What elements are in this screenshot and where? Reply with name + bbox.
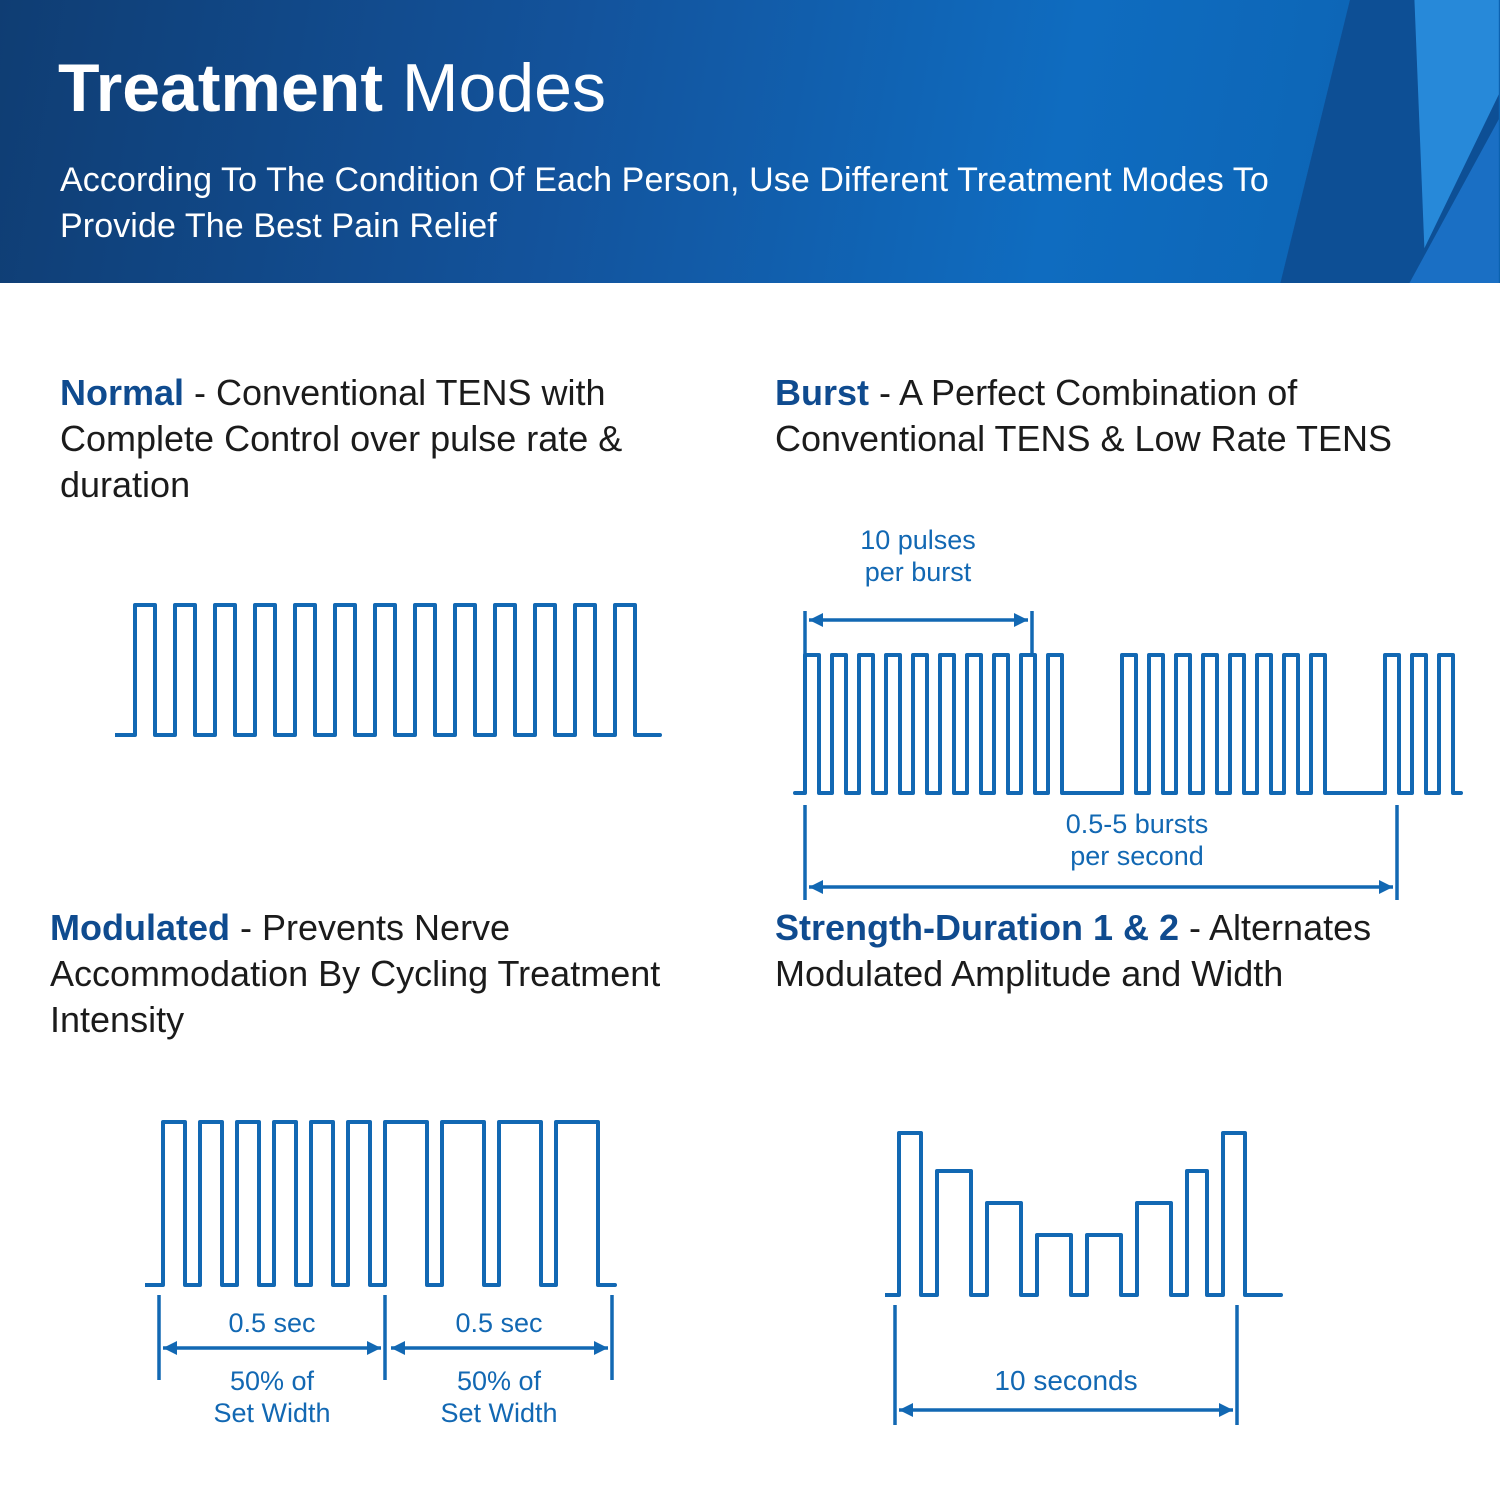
mode-strength-duration-description: - Alternates Modulated Amplitude and Width [775,907,1372,995]
mode-burst-title: Burst [775,372,870,413]
waveform-modulated [145,1110,665,1450]
page-title-bold: Treatment [58,50,383,126]
modulated-left-time-label: 0.5 sec [228,1308,316,1338]
modulated-right-width-label-line1: 50% of [456,1366,542,1396]
mode-strength-duration-title: Strength-Duration 1 & 2 [775,907,1180,948]
mode-card-burst [775,370,1475,930]
page-title [58,52,606,124]
mode-card-strength-duration [775,905,1475,1485]
modulated-left-width-label-line2: Set Width [213,1398,331,1428]
mode-normal-title: Normal [60,372,185,413]
mode-strength-duration-text [775,905,1475,997]
modulated-right-time-label: 0.5 sec [455,1308,543,1338]
mode-burst-description: - A Perfect Combination of Conventional TENS & Low Rate TENS [775,372,1392,460]
mode-normal-text [60,370,750,508]
modulated-right-width-label-line2: Set Width [440,1398,558,1428]
mode-normal-description: - Conventional TENS with Complete Control over pulse rate & duration [60,372,623,506]
header-banner [0,0,1500,285]
waveform-burst [785,515,1465,915]
mode-modulated-text [50,905,750,1043]
strength-duration-time-label: 10 seconds [994,1365,1138,1396]
mode-modulated-description: - Prevents Nerve Accommodation By Cycling Treatment Intensity [50,907,661,1041]
burst-top-label-line1: 10 pulses [860,525,976,555]
mode-modulated-title: Modulated [50,907,230,948]
waveform-strength-duration [885,1125,1305,1455]
burst-top-label-line2: per burst [864,557,972,587]
modes-grid [0,285,1500,1500]
modulated-left-width-label-line1: 50% of [229,1366,315,1396]
mode-card-modulated [50,905,750,1485]
burst-bottom-label-line1: 0.5-5 bursts [1065,809,1209,839]
mode-card-normal [60,370,750,930]
page-subtitle: According To The Condition Of Each Person, Use Different Treatment Modes To Provide The Best Pain Relief [60,161,1269,246]
mode-burst-text [775,370,1475,462]
waveform-normal [115,585,685,760]
page-title-light: Modes [383,50,606,126]
burst-bottom-label-line2: per second [1070,841,1204,871]
